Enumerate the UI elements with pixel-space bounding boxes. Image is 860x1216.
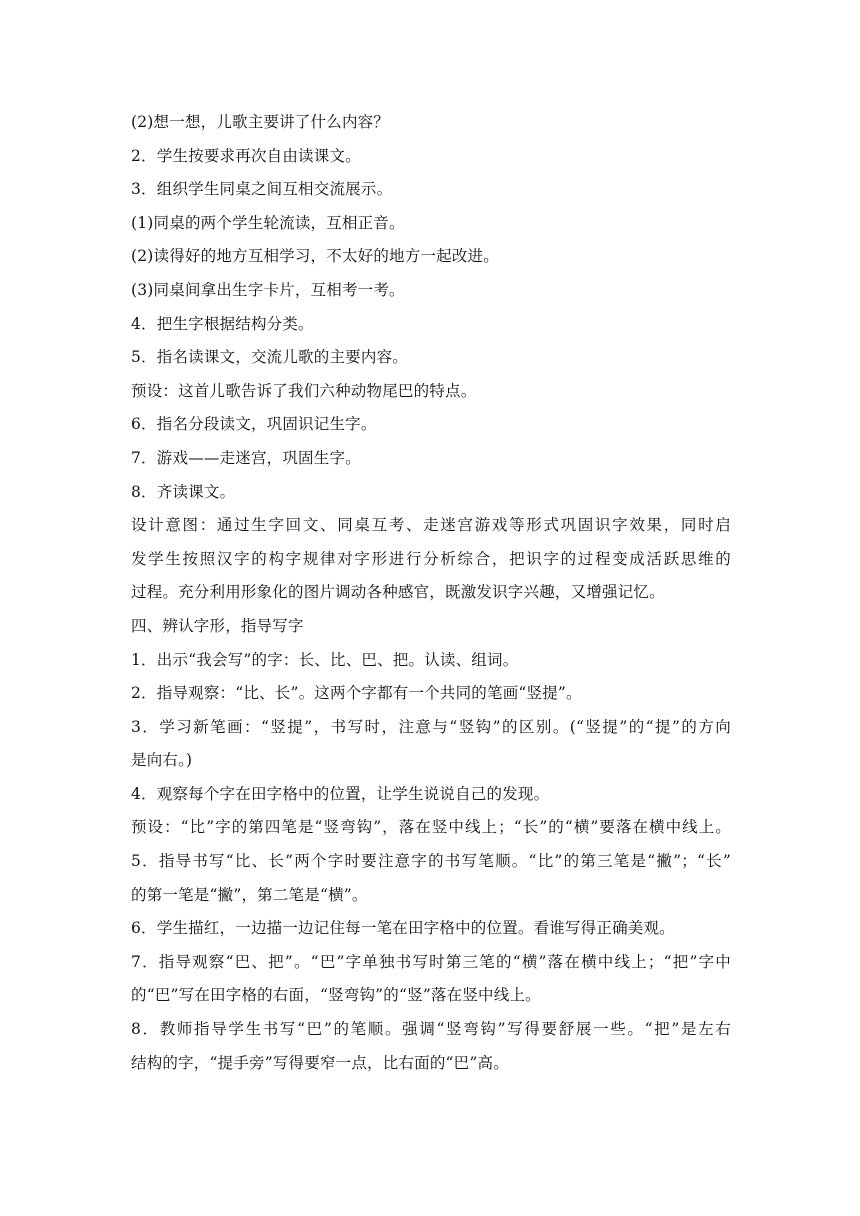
text-line: 8．齐读课文。 xyxy=(131,482,236,501)
text-line: 5．指导书写“比、长”两个字时要注意字的书写笔顺。“比”的第三笔是“撇”；“长” xyxy=(131,852,731,871)
text-line: 的第一笔是“撇”，第二笔是“横”。 xyxy=(131,885,368,904)
text-line: 3．学习新笔画：“竖提”，书写时，注意与“竖钩”的区别。(“竖提”的“提”的方向 xyxy=(131,717,731,736)
text-line: 5．指名读课文，交流儿歌的主要内容。 xyxy=(131,348,408,367)
text-line: 2．学生按要求再次自由读课文。 xyxy=(131,146,361,165)
text-line: 是向右。) xyxy=(131,751,193,770)
text-line: 8．教师指导学生书写“巴”的笔顺。强调“竖弯钩”写得要舒展一些。“把”是左右 xyxy=(131,1020,731,1039)
document-body xyxy=(131,106,731,1080)
text-line: 6．学生描红，一边描一边记住每一笔在田字格中的位置。看谁写得正确美观。 xyxy=(131,919,675,938)
text-line: 7．游戏——走迷宫，巩固生字。 xyxy=(131,448,361,467)
text-line: (3)同桌间拿出生字卡片，互相考一考。 xyxy=(131,280,405,299)
text-line: 6．指名分段读文，巩固识记生字。 xyxy=(131,415,377,434)
text-line: 预设：“比”字的第四笔是“竖弯钩”，落在竖中线上；“长”的“横”要落在横中线上。 xyxy=(131,818,731,837)
text-line: 2．指导观察：“比、长”。这两个字都有一个共同的笔画“竖提”。 xyxy=(131,684,582,703)
text-line: 3．组织学生同桌之间互相交流展示。 xyxy=(131,180,393,199)
text-line: 预设：这首儿歌告诉了我们六种动物尾巴的特点。 xyxy=(131,381,477,400)
text-line: 7．指导观察“巴、把”。“巴”字单独书写时第三笔的“横”落在横中线上；“把”字中 xyxy=(131,952,731,971)
text-line: (1)同桌的两个学生轮流读，互相正音。 xyxy=(131,213,405,232)
text-line: 设计意图：通过生字回文、同桌互考、走迷宫游戏等形式巩固识字效果，同时启 xyxy=(131,516,731,535)
text-line: 的“巴”写在田字格的右面，“竖弯钩”的“竖”落在竖中线上。 xyxy=(131,986,541,1005)
text-line: 过程。充分利用形象化的图片调动各种感官，既激发识字兴趣，又增强记忆。 xyxy=(131,583,665,602)
text-line: 4．把生字根据结构分类。 xyxy=(131,314,314,333)
text-line: (2)想一想，儿歌主要讲了什么内容？ xyxy=(131,113,390,131)
text-line: 4．观察每个字在田字格中的位置，让学生说说自己的发现。 xyxy=(131,784,550,803)
text-line: 1．出示“我会写”的字：长、比、巴、把。认读、组词。 xyxy=(131,650,519,669)
text-line: (2)读得好的地方互相学习，不太好的地方一起改进。 xyxy=(131,247,499,266)
text-line: 发学生按照汉字的构字规律对字形进行分析综合，把识字的过程变成活跃思维的 xyxy=(131,549,731,568)
text-line: 结构的字，“提手旁”写得要窄一点，比右面的“巴”高。 xyxy=(131,1053,509,1072)
section-heading: 四、辨认字形，指导写字 xyxy=(131,616,304,635)
